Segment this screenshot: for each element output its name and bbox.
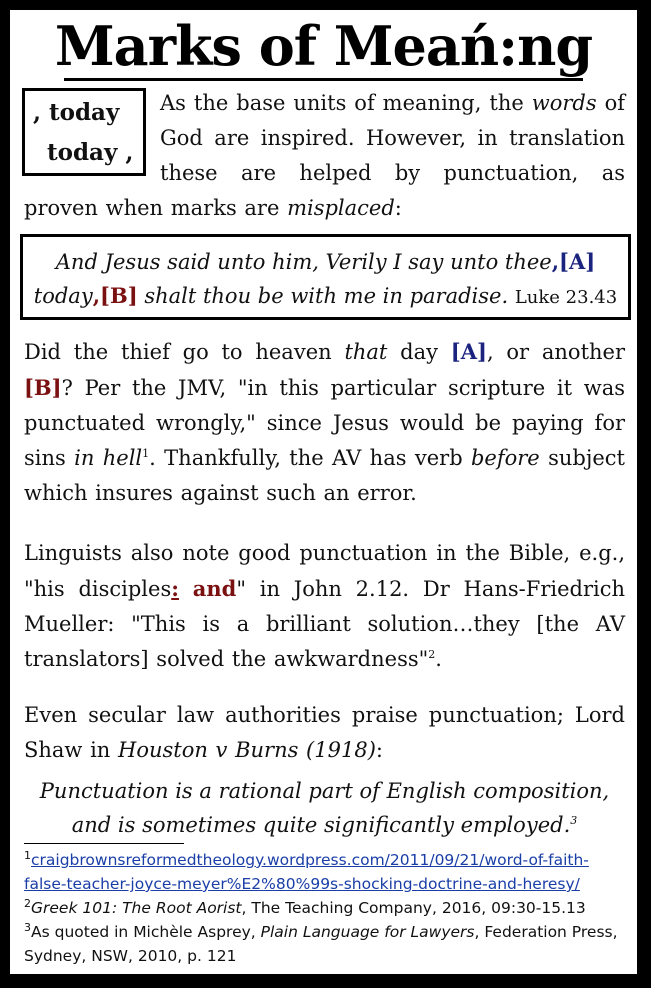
p2-colon-mark: : [171, 576, 179, 601]
page-title: Marks of Meań:ng [54, 14, 593, 78]
p2-text-2: " in John 2.12. Dr Hans-Friedrich Mueller: "This is a brilliant solution…they [the AV translators] solved the awkwardness" [24, 577, 625, 671]
paragraph-thief [24, 334, 625, 511]
intro-text-2: of God are inspired. However, in translation these are helped by punctuation, as proven when marks are [24, 91, 625, 220]
verse-reference: Luke 23.43 [514, 287, 618, 308]
p1-italic-in-hell: in hell [74, 446, 143, 470]
verse-comma-b: , [92, 283, 101, 308]
footnote-3-text-2: , Federation Press, Sydney, NSW, 2010, p. 121 [24, 923, 618, 965]
footnote-2-text: , The Teaching Company, 2016, 09:30-15.13 [241, 899, 586, 917]
p1-italic-that: that [344, 340, 388, 364]
footnote-3-number: 3 [24, 920, 31, 934]
verse-mark-b: [B] [100, 283, 138, 308]
p1-text-4: ? Per the JMV, "in this particular scripture it was punctuated wrongly," since Jesus would be paying for sins [24, 376, 625, 470]
p1-mark-b: [B] [24, 375, 62, 400]
intro-paragraph [24, 86, 625, 226]
footnote-2-number: 2 [24, 896, 31, 910]
p2-text-3: . [435, 647, 442, 671]
paragraph-linguists [24, 536, 625, 677]
p3-italic-case: Houston v Burns (1918) [118, 738, 376, 762]
verse-text-2: today [33, 284, 93, 308]
verse-mark-a: [A] [559, 249, 596, 274]
verse-comma-a: , [551, 249, 560, 274]
law-quote-text: Punctuation is a rational part of English composition, and is sometimes quite significantly employed. [39, 779, 610, 837]
p3-text-1: Even secular law authorities praise punctuation; Lord Shaw in [24, 703, 625, 762]
footnote-1-link[interactable]: craigbrownsreformedtheology.wordpress.com/2011/09/21/word-of-faith-false-teacher-joyce-meyer%E2%80%99s-shocking-doctrine-and-heresy/ [24, 851, 589, 893]
verse-box [20, 234, 631, 320]
footnotes [24, 848, 630, 968]
p1-italic-before: before [470, 446, 540, 470]
footnote-3-title: Plain Language for Lawyers [260, 923, 475, 941]
p1-text-2: day [387, 340, 451, 364]
verse-text-3: shalt thou be with me in paradise. [137, 284, 509, 308]
p1-text-6: subject which insures against such an error. [24, 446, 625, 505]
p1-text-3: , or another [486, 340, 625, 364]
footnote-ref-1: 1 [142, 447, 150, 460]
p1-mark-a: [A] [450, 339, 487, 364]
example-line-2: today , [47, 139, 134, 166]
p3-text-2: : [375, 738, 383, 762]
example-line-1: , today [33, 99, 120, 126]
footnote-2 [24, 896, 630, 920]
footnote-2-title: Greek 101: The Root Aorist [31, 899, 242, 917]
p2-text-1: Linguists also note good punctuation in the Bible, e.g., "his disciples [24, 541, 625, 601]
intro-italic-misplaced: misplaced [287, 196, 395, 220]
footnote-ref-3: 3 [570, 814, 578, 827]
footnote-3 [24, 920, 630, 968]
footnote-3-text-1: As quoted in Michèle Asprey, [31, 923, 261, 941]
intro-text-1: As the base units of meaning, the [160, 91, 532, 115]
footnote-divider [24, 843, 184, 844]
verse-text-1: And Jesus said unto him, Verily I say unto thee [55, 250, 552, 274]
p1-text-1: Did the thief go to heaven [24, 340, 345, 364]
law-quote [24, 774, 625, 842]
paragraph-law [24, 698, 625, 768]
p1-text-5: . Thankfully, the AV has verb [149, 446, 471, 470]
p2-and-word: and [192, 576, 237, 601]
page [8, 8, 639, 976]
intro-text-3: : [394, 196, 402, 220]
footnote-ref-2: 2 [428, 648, 436, 661]
footnote-1-number: 1 [24, 848, 31, 862]
footnote-1 [24, 848, 630, 896]
title-underline [64, 78, 583, 81]
intro-italic-words: words [531, 91, 597, 115]
